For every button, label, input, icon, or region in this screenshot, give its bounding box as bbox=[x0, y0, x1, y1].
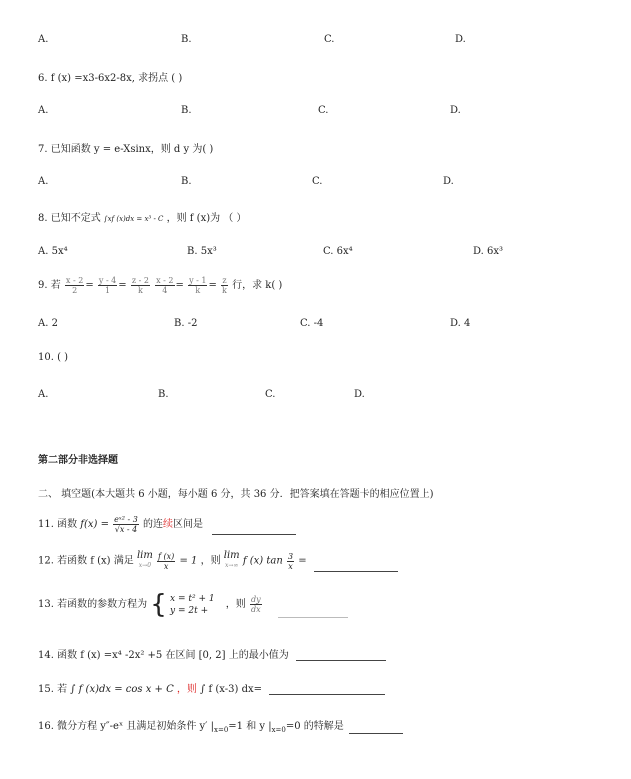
q15-integral: ∫ f (x)dx = cos x + C bbox=[70, 684, 174, 695]
q11-question bbox=[38, 515, 296, 535]
q8-suffix: ，则 f (x)为 （ ） bbox=[166, 213, 247, 224]
q16-answer-blank[interactable] bbox=[349, 724, 403, 734]
q12-question bbox=[38, 551, 398, 572]
q10-text: 10. ( ) bbox=[38, 352, 69, 363]
q9-fraction-6: $\frac{z}{k}$ bbox=[222, 276, 227, 295]
q8-option-c: C. 6x⁴ bbox=[323, 246, 353, 257]
q11-prefix: 11. 函数 bbox=[38, 519, 78, 530]
q15-answer-blank[interactable] bbox=[269, 685, 385, 695]
q9-suffix: 行，求 k( ) bbox=[232, 280, 283, 291]
q9-fraction-2: $\frac{y - 4}{1}$ bbox=[98, 276, 117, 295]
q13-system: x = t² + 1 y = 2t + bbox=[170, 593, 215, 616]
q13-answer-blank[interactable] bbox=[278, 608, 348, 618]
q16-text-a: 16. 微分方程 y″-eˣ 且满足初始条件 y′ | bbox=[38, 721, 215, 732]
q7-option-c: C. bbox=[312, 176, 323, 187]
q11-fx: f(x) = bbox=[80, 519, 109, 530]
q12-fraction-2: $\frac{3}{x}$ bbox=[287, 551, 294, 571]
q7-option-a: A. bbox=[38, 176, 49, 187]
q16-question bbox=[38, 717, 403, 734]
q12-fraction-1: $\frac{f (x)}{x}$ bbox=[158, 551, 175, 571]
q12-expr2: f (x) tan bbox=[242, 555, 283, 567]
q16-sub-1: x=0 bbox=[214, 726, 229, 734]
q9-option-a: A. 2 bbox=[38, 318, 58, 329]
q14-answer-blank[interactable] bbox=[296, 651, 386, 661]
q16-text-c: =0 的特解是 bbox=[285, 721, 344, 732]
q6-option-c: C. bbox=[318, 105, 329, 116]
q13-prefix: 13. 若函数的参数方程为 bbox=[38, 599, 148, 610]
q14-question bbox=[38, 646, 386, 661]
q6-option-b: B. bbox=[181, 105, 192, 116]
q9-prefix: 9. 若 bbox=[38, 280, 61, 291]
q12-limit-1: lim x→0 bbox=[136, 550, 153, 569]
q13-question bbox=[38, 589, 348, 620]
q13-brace: { bbox=[150, 589, 167, 620]
q12-eq1: = 1 bbox=[179, 555, 198, 567]
q15-prefix: 15. 若 bbox=[38, 684, 68, 695]
q8-question bbox=[38, 209, 246, 224]
q11-suffix-b: 区间是 bbox=[173, 519, 204, 530]
q5-option-b: B. bbox=[181, 34, 192, 45]
q9-fraction-1: $\frac{x - 2}{2}$ bbox=[65, 276, 84, 295]
q5-option-d: D. bbox=[455, 34, 466, 45]
q10-option-d: D. bbox=[354, 389, 365, 400]
part2-heading: 第二部分非选择题 bbox=[38, 455, 118, 466]
q16-sub-2: x=0 bbox=[271, 726, 286, 734]
q10-option-c: C. bbox=[265, 389, 276, 400]
q11-suffix-a: 的连 bbox=[143, 519, 164, 530]
q8-option-b: B. 5x³ bbox=[187, 246, 217, 257]
q9-option-b: B. -2 bbox=[174, 318, 198, 329]
q11-fraction: $\frac{\text{eˣ² - 3}}{√x - 4}$ bbox=[114, 515, 138, 534]
q7-option-d: D. bbox=[443, 176, 454, 187]
q9-option-c: C. -4 bbox=[300, 318, 324, 329]
q9-fraction-5: $\frac{y - 1}{k}$ bbox=[189, 276, 207, 295]
q9-fraction-4: $\frac{x - 2}{4}$ bbox=[156, 276, 174, 295]
q6-text: 6. f (x) =x3-6x2-8x, 求拐点 ( ) bbox=[38, 73, 183, 84]
q15-then: ，则 bbox=[176, 684, 197, 695]
q7-text: 7. 已知函数 y = e-Xsinx，则 d y 为( ) bbox=[38, 144, 214, 155]
q9-question: 9. 若 $\frac{x - 2}{2}$ = $\frac{y - 4}{1}$ = $\frac{z - 2}{k}$ $\frac{x - 2}{4}$ = $\frac{y - 1}{k}$ = $\frac{z}{k}$ 行，求 k( ) bbox=[38, 276, 283, 295]
q11-answer-blank[interactable] bbox=[212, 525, 296, 535]
q12-eq2: = bbox=[298, 555, 307, 567]
q8-option-d: D. 6x³ bbox=[473, 246, 504, 257]
q13-then: ，则 bbox=[225, 599, 246, 610]
q12-prefix: 12. 若函数 f (x) 满足 bbox=[38, 555, 134, 567]
q5-option-a: A. bbox=[38, 34, 49, 45]
q8-option-a: A. 5x⁴ bbox=[38, 246, 68, 257]
q9-fraction-3: $\frac{z - 2}{k}$ bbox=[131, 276, 149, 295]
q15-question bbox=[38, 680, 385, 695]
q10-option-a: A. bbox=[38, 389, 49, 400]
q9-option-d: D. 4 bbox=[450, 318, 471, 329]
q6-option-d: D. bbox=[450, 105, 461, 116]
q11-suffix-red: 续 bbox=[163, 519, 174, 530]
q7-option-b: B. bbox=[181, 176, 192, 187]
q10-option-b: B. bbox=[158, 389, 169, 400]
section2-intro: 二、 填空题(本大题共 6 小题，每小题 6 分，共 36 分．把答案填在答题卡的相应位置上) bbox=[38, 489, 434, 500]
q5-option-c: C. bbox=[324, 34, 335, 45]
q12-answer-blank[interactable] bbox=[314, 562, 398, 572]
q15-suffix: ∫ f (x-3) dx= bbox=[200, 684, 262, 695]
q16-text-b: =1 和 y | bbox=[228, 721, 272, 732]
q13-derivative: $\frac{dy}{dx}$ bbox=[250, 595, 261, 614]
q12-then: ，则 bbox=[200, 555, 221, 567]
q8-prefix: 8. 已知不定式 bbox=[38, 213, 101, 224]
q14-text: 14. 函数 f (x) =x⁴ -2x² +5 在区间 [0, 2] 上的最小值为 bbox=[38, 650, 289, 661]
q8-integral: ∫xf (x)dx = x³ - C bbox=[103, 215, 164, 223]
q6-option-a: A. bbox=[38, 105, 49, 116]
q12-limit-2: lim x→∞ bbox=[223, 550, 240, 569]
